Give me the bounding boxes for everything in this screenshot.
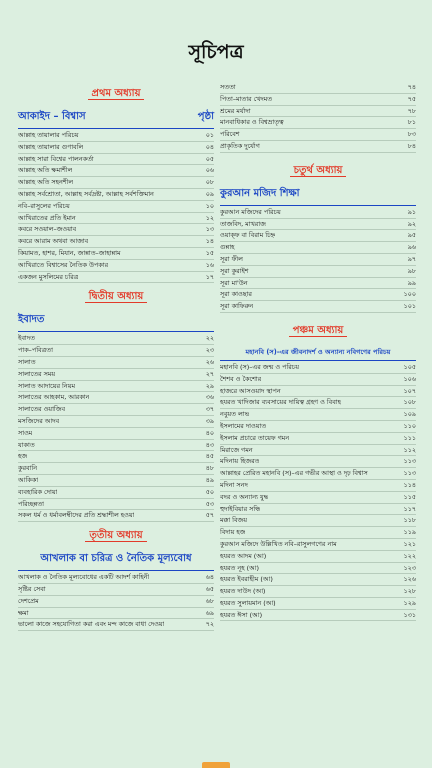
toc-entry-title: সালাত [18, 357, 36, 366]
toc-entry-page: ৯৬ [407, 243, 416, 252]
toc-entry-title: হযরত আদম (আ) [220, 551, 267, 560]
toc-entry-page: ৪৫ [205, 452, 214, 461]
chapter-5-list [220, 362, 416, 622]
chapter-3-label: তৃতীয় অধ্যায় [18, 528, 214, 545]
toc-entry-title: সালাতের ওয়াজিব [18, 405, 66, 414]
toc-entry-title: সূরা কাফিরুন [220, 302, 254, 311]
toc-entry [18, 154, 214, 166]
right-column [220, 80, 416, 621]
toc-entry-page: ০৬ [205, 166, 214, 175]
toc-entry-page: ৯৯ [407, 278, 416, 287]
toc-entry [18, 487, 214, 499]
toc-entry-title: যাকাত [18, 440, 35, 449]
toc-entry-title: মিরাজে গমন [220, 445, 253, 454]
toc-entry [18, 440, 214, 452]
toc-entry [18, 584, 214, 596]
toc-entry-page: ১১৫ [403, 492, 416, 501]
toc-entry-page: ১০ [205, 201, 214, 210]
toc-entry [18, 381, 214, 393]
toc-entry-title: সাওম [18, 428, 33, 437]
toc-entry-title: প্রাকৃতিক দুর্যোগ [220, 141, 260, 150]
toc-entry-title: আল্লাহ তায়ালার গুণাবলি [18, 142, 84, 151]
toc-entry-title: ব্যবহারিক দোয়া [18, 487, 58, 496]
toc-entry [220, 515, 416, 527]
toc-entry-page: ১১২ [403, 445, 416, 454]
toc-entry-page: ১০০ [403, 290, 416, 299]
toc-entry-page: ৩৭ [205, 405, 214, 414]
toc-entry [18, 475, 214, 487]
toc-entry-page: ৯৮ [407, 266, 416, 275]
toc-entry-page: ১২ [205, 213, 214, 222]
toc-entry-title: নবুয়ত লাভ [220, 410, 250, 419]
toc-entry-title: সালাত আদায়ের নিয়ম [18, 381, 76, 390]
toc-entry-page: ৬৮ [205, 596, 214, 605]
toc-entry-page: ০৪ [205, 142, 214, 151]
toc-entry-title: আল্লাহ সারা বিশ্বের পালনকর্তা [18, 154, 94, 163]
toc-entry-title: কুরআন মজিদে উল্লিখিত নবি–রাসুলগণের নাম [220, 539, 337, 548]
left-column [18, 80, 214, 631]
toc-entry-page: ২৯ [205, 381, 214, 390]
toc-entry [220, 456, 416, 468]
toc-entry [18, 333, 214, 345]
toc-entry-page: ৭২ [205, 620, 214, 629]
toc-entry [220, 610, 416, 622]
toc-entry-page: ১১৩ [403, 469, 416, 478]
toc-entry [18, 236, 214, 248]
toc-entry-title: পাক–পবিত্রতা [18, 346, 53, 355]
toc-entry-title: তাজবিদ, মাখরাজ [220, 219, 266, 228]
toc-entry-page: ১৭ [205, 272, 214, 281]
toc-entry [18, 272, 214, 284]
toc-entry [220, 94, 416, 106]
toc-entry-title: সূরা কুরাইশ [220, 266, 249, 275]
toc-entry [18, 596, 214, 608]
toc-entry [220, 386, 416, 398]
chapter-4-heading: কুরআন মজিদ শিক্ষা [220, 184, 416, 206]
toc-entry-page: ৬৯ [205, 608, 214, 617]
toc-entry-title: আল্লাহর প্রেরিত মহানবি (স)–এর গভীর আস্থা ও দৃঢ় বিশ্বাস [220, 469, 368, 478]
page-edge-marker [202, 762, 230, 768]
toc-entry [220, 266, 416, 278]
toc-entry [220, 242, 416, 254]
toc-entry-page: ৬৪ [205, 573, 214, 582]
toc-entry [18, 357, 214, 369]
chapter-2-heading: ইবাদত [18, 310, 214, 332]
toc-entry-page: ১০৯ [403, 410, 416, 419]
toc-entry-title: কিয়ামত, হাশর, মিযান, জান্নাত–জাহান্নাম [18, 248, 121, 257]
toc-entry-page: ১৫ [205, 248, 214, 257]
toc-entry [18, 177, 214, 189]
toc-entry-title: সূরা কাওছার [220, 290, 252, 299]
toc-entry-title: ইসলাম প্রচারে তায়েফ গমন [220, 433, 290, 442]
toc-entry [220, 82, 416, 94]
toc-entry [220, 301, 416, 313]
toc-entry-title: হাজরে আসওয়াদ স্থাপন [220, 386, 281, 395]
toc-entry-page: ৭৮ [407, 106, 416, 115]
toc-entry-page: ৫৩ [205, 499, 214, 508]
toc-entry [18, 369, 214, 381]
toc-entry-page: ১১১ [403, 433, 416, 442]
toc-entry [220, 504, 416, 516]
toc-entry-page: ২২ [205, 334, 214, 343]
toc-entry-title: শ্রমের মর্যাদা [220, 106, 251, 115]
toc-entry-page: ১২৩ [403, 563, 416, 572]
toc-entry [220, 433, 416, 445]
toc-entry [220, 362, 416, 374]
toc-entry-title: সৃষ্টির সেবা [18, 584, 46, 593]
toc-entry-title: হযরত ঈসা (আ) [220, 610, 263, 619]
chapter-1-heading: আকাইদ – বিশ্বাস পৃষ্ঠা [18, 107, 214, 129]
toc-entry [18, 392, 214, 404]
toc-entry-title: বিদায় হজ [220, 528, 246, 537]
toc-entry-page: ১০১ [403, 302, 416, 311]
toc-entry [220, 539, 416, 551]
toc-entry-title: মানবাধিকার ও বিশ্বভ্রাতৃত্ব [220, 118, 284, 127]
toc-entry-page: ৪৯ [205, 475, 214, 484]
toc-entry-page: ০১ [205, 131, 214, 139]
toc-entry-title: পিতা–মাতার খেদমত [220, 94, 273, 103]
toc-entry-title: বদর ও অন্যান্য যুদ্ধ [220, 492, 269, 501]
chapter-2-label: দ্বিতীয় অধ্যায় [18, 289, 214, 306]
toc-entry-page: ১২৬ [403, 575, 416, 584]
toc-entry [220, 254, 416, 266]
toc-entry [18, 572, 214, 584]
chapter-1-label: প্রথম অধ্যায় [18, 86, 214, 103]
toc-entry-page: ১৬ [205, 260, 214, 269]
toc-entry [18, 213, 214, 225]
page-column-heading: পৃষ্ঠা [197, 111, 214, 122]
toc-entry-title: কবরে আরাম অথবা আজাব [18, 237, 89, 246]
toc-entry-title: পরিচ্ছন্নতা [18, 499, 45, 508]
page-title: সূচিপত্র [188, 41, 244, 63]
toc-entry [18, 428, 214, 440]
toc-entry-title: সালাতের সময় [18, 369, 56, 378]
toc-entry-page: ৮১ [407, 118, 416, 127]
toc-entry-page: ০৯ [205, 189, 214, 198]
chapter-4-label: চতুর্থ অধ্যায় [220, 163, 416, 180]
toc-entry-page: ২৬ [205, 357, 214, 366]
toc-entry-page: ৪৩ [205, 440, 214, 449]
toc-entry-title: ক্ষমা [18, 608, 29, 617]
toc-entry [18, 248, 214, 260]
toc-entry [220, 409, 416, 421]
toc-entry-title: নবি–রাসুলের পরিচয় [18, 201, 70, 210]
toc-entry-title: হযরত ইবরাহীম (আ) [220, 575, 273, 584]
toc-entry [18, 224, 214, 236]
toc-entry [220, 219, 416, 231]
toc-entry-page: ১৪ [205, 237, 214, 246]
toc-entry-page: ৭৫ [407, 94, 416, 103]
toc-entry-title: ইবাদত [18, 334, 35, 343]
chapter-4-list [220, 207, 416, 313]
toc-entry-page: ০৮ [205, 178, 214, 187]
toc-entry [220, 421, 416, 433]
toc-entry-title: শৈশব ও কৈশোর [220, 374, 262, 383]
toc-entry [18, 451, 214, 463]
toc-entry [18, 463, 214, 475]
toc-entry-page: ৪৮ [205, 464, 214, 473]
toc-entry-page: ৫০ [205, 487, 214, 496]
toc-entry-title: সালাতের আহকাম, আরকান [18, 393, 90, 402]
chapter-1-list [18, 130, 214, 283]
toc-entry-page: ৯২ [407, 219, 416, 228]
toc-entry-title: আল্লাহ তায়ালার পরিচয় [18, 131, 79, 139]
chapter-5-heading: মহানবি (স)–এর জীবনাদর্শ ও অন্যান্য নবিগণের পরিচয় [220, 344, 416, 361]
toc-entry-title: কুরআন মজিদের পরিচয় [220, 207, 281, 216]
toc-entry-page: ১০৮ [403, 398, 416, 407]
chapter-3-continued-list [220, 82, 416, 153]
toc-entry-title: হযরত নূহ (আ) [220, 563, 260, 572]
toc-entry [220, 106, 416, 118]
toc-entry-title: আখিরাতে বিশ্বাসের নৈতিক উপকার [18, 260, 109, 269]
toc-entry [18, 619, 214, 631]
toc-entry-page: ৮৪ [407, 141, 416, 150]
toc-entry [220, 117, 416, 129]
toc-entry [18, 510, 214, 522]
toc-entry-page: ৯৭ [407, 254, 416, 263]
toc-entry-title: হযরত দাউদ (আ) [220, 587, 266, 596]
toc-entry-title: আল্লাহ সর্বশ্রোতা, আল্লাহ সর্বদ্রষ্টা, আল্লাহ সর্বশক্তিমান [18, 189, 154, 198]
toc-entry-page: ৯৫ [407, 231, 416, 240]
toc-entry [220, 129, 416, 141]
toc-entry-page: ১৩১ [403, 610, 416, 619]
toc-entry-page: ১১৪ [403, 480, 416, 489]
toc-entry-page: ০৫ [205, 154, 214, 163]
toc-entry-title: দেশপ্রেম [18, 596, 39, 605]
toc-entry [18, 345, 214, 357]
toc-entry-title: কবরে সওয়াল–জওয়াব [18, 225, 77, 234]
toc-entry [18, 608, 214, 620]
toc-entry-title: মসজিদের আদব [18, 416, 60, 425]
toc-entry-title: হযরত খাদিজার ব্যবসায়ের দায়িত্ব গ্রহণ ও বিবাহ [220, 398, 341, 407]
toc-entry-page: ১২১ [403, 539, 416, 548]
toc-entry [18, 260, 214, 272]
toc-entry [220, 230, 416, 242]
toc-entry-page: ৩৯ [205, 416, 214, 425]
toc-entry-page: ১১৯ [403, 528, 416, 537]
toc-entry [220, 278, 416, 290]
toc-entry-title: আল্লাহ অতি ক্ষমাশীল [18, 166, 73, 175]
toc-entry [220, 468, 416, 480]
toc-entry-title: মহানবি (স)–এর জন্ম ও পরিচয় [220, 362, 300, 371]
toc-entry-title: মদিনায় হিজরত [220, 457, 260, 466]
toc-entry [220, 574, 416, 586]
toc-entry [220, 551, 416, 563]
toc-entry-title: হযরত সুলায়মান (আ) [220, 598, 276, 607]
toc-entry [220, 586, 416, 598]
toc-entry-title: কুরবানি [18, 464, 38, 473]
toc-entry-page: ১৩ [205, 225, 214, 234]
toc-entry-title: হুদাইবিয়ার সন্ধি [220, 504, 261, 513]
toc-entry [220, 598, 416, 610]
toc-entry-page: ৮৩ [407, 130, 416, 139]
toc-entry [18, 499, 214, 511]
toc-entry [220, 492, 416, 504]
toc-entry-page: ১১৭ [403, 504, 416, 513]
toc-entry [220, 480, 416, 492]
toc-entry-page: ১১৩ [403, 457, 416, 466]
toc-entry [220, 141, 416, 153]
toc-entry-page: ১২২ [403, 551, 416, 560]
toc-entry [18, 189, 214, 201]
toc-entry [220, 527, 416, 539]
toc-entry-title: পরিবেশ [220, 130, 240, 139]
toc-entry [18, 165, 214, 177]
toc-entry [18, 404, 214, 416]
toc-entry [220, 374, 416, 386]
toc-entry [18, 130, 214, 142]
toc-entry-page: ৫৭ [205, 511, 214, 520]
toc-entry-title: ইসলামের দাওয়াত [220, 421, 267, 430]
toc-entry-page: ২৩ [205, 346, 214, 355]
toc-entry-page: ১০৬ [403, 374, 416, 383]
toc-entry-title: একজন মুসলিমের চরিত্র [18, 272, 79, 281]
toc-entry [18, 142, 214, 154]
toc-entry-page: ৩৬ [205, 393, 214, 402]
toc-entry [220, 563, 416, 575]
toc-entry-title: আল্লাহ অতি সহনশীল [18, 178, 74, 187]
toc-entry-page: ২৭ [205, 369, 214, 378]
toc-entry-title: মক্কা বিজয় [220, 516, 248, 525]
toc-entry-title: হজ [18, 452, 28, 461]
toc-entry-page: ১০৫ [403, 362, 416, 371]
chapter-3-list [18, 572, 214, 631]
toc-entry-title: সততা [220, 83, 236, 91]
toc-entry-page: ১১০ [403, 421, 416, 430]
toc-entry [220, 445, 416, 457]
toc-entry-page: ৭৪ [407, 83, 416, 91]
toc-entry [18, 201, 214, 213]
toc-entry-title: সকল ধর্ম ও ধর্মাবলম্বীদের প্রতি শ্রদ্ধাশীল হওয়া [18, 511, 135, 520]
toc-entry [220, 289, 416, 301]
toc-entry-title: মদিনা সনদ [220, 480, 248, 489]
toc-entry-page: ৪০ [205, 428, 214, 437]
toc-entry-page: ১১৮ [403, 516, 416, 525]
toc-entry-title: গুন্নাহ [220, 243, 235, 252]
toc-entry-title: ভালো কাজে সহযোগিতা করা এবং মন্দ কাজে বাধা দেওয়া [18, 620, 165, 629]
toc-entry-title: সূরা ফীল [220, 254, 243, 263]
chapter-3-heading: আখলাক বা চরিত্র ও নৈতিক মূল্যবোধ [18, 549, 214, 571]
toc-entry-page: ৯১ [407, 207, 416, 216]
toc-entry-page: ১২৮ [403, 587, 416, 596]
toc-entry-title: সূরা মা'উন [220, 278, 248, 287]
toc-entry [220, 397, 416, 409]
toc-entry-title: ওয়াক্ফ বা বিরাম চিহ্ন [220, 231, 276, 240]
toc-entry-page: ১০৭ [403, 386, 416, 395]
toc-entry [18, 416, 214, 428]
toc-entry-page: ১২৯ [403, 598, 416, 607]
toc-entry [220, 207, 416, 219]
toc-entry-page: ৬৫ [205, 584, 214, 593]
toc-entry-title: আখিরাতের প্রতি ইমান [18, 213, 76, 222]
chapter-5-label: পঞ্চম অধ্যায় [220, 323, 416, 340]
toc-entry-title: আখলাক ও নৈতিক মূল্যবোধের একটি আদর্শ কাহিনী [18, 573, 150, 582]
toc-entry-title: আকিকা [18, 475, 39, 484]
chapter-2-list [18, 333, 214, 522]
